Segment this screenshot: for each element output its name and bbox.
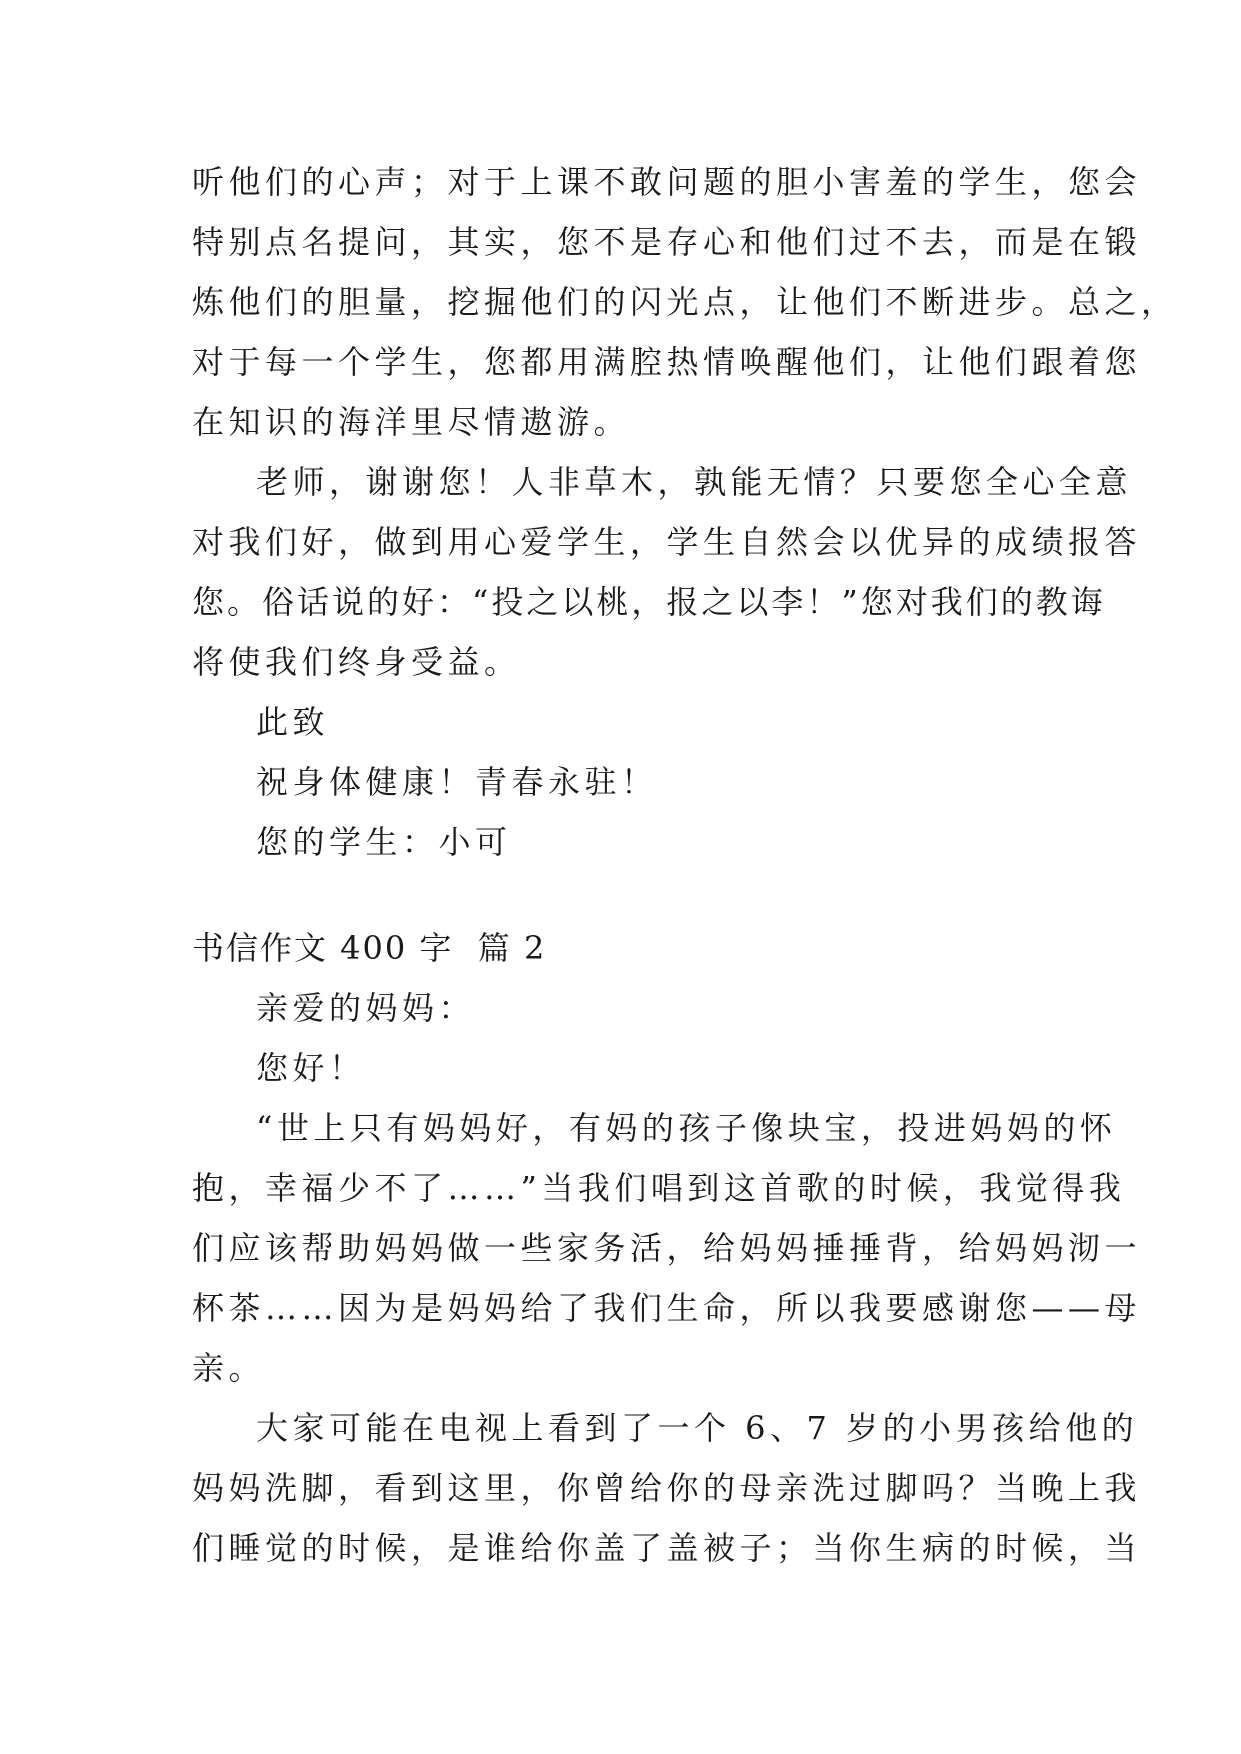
letter-wish: 祝身体健康！青春永驻！: [256, 763, 658, 801]
paragraph-line: 听他们的心声；对于上课不敢问题的胆小害羞的学生，您会: [192, 163, 1142, 201]
paragraph-line: 炼他们的胆量，挖掘他们的闪光点，让他们不断进步。总之，: [192, 283, 1178, 321]
letter-closing: 此致: [256, 703, 330, 741]
paragraph-line: 特别点名提问，其实，您不是存心和他们过不去，而是在锻: [192, 223, 1142, 261]
paragraph-line: 们应该帮助妈妈做一些家务活，给妈妈捶捶背，给妈妈沏一: [192, 1229, 1142, 1267]
paragraph-line: 妈妈洗脚，看到这里，你曾给你的母亲洗过脚吗？当晚上我: [192, 1469, 1142, 1507]
letter-greeting: 您好！: [256, 1049, 366, 1087]
letter-signature: 您的学生：小可: [256, 823, 512, 861]
paragraph-line: 抱，幸福少不了……”当我们唱到这首歌的时候，我觉得我: [192, 1169, 1126, 1207]
paragraph-line: 杯茶……因为是妈妈给了我们生命，所以我要感谢您——母: [192, 1289, 1142, 1327]
letter-salutation: 亲爱的妈妈：: [256, 989, 476, 1027]
paragraph-line: 老师，谢谢您！人非草木，孰能无情？只要您全心全意: [256, 463, 1133, 501]
paragraph-line: 您。俗话说的好：“投之以桃，报之以李！”您对我们的教诲: [192, 583, 1106, 621]
paragraph-line: 将使我们终身受益。: [192, 643, 521, 681]
paragraph-line: 对于每一个学生，您都用满腔热情唤醒他们，让他们跟着您: [192, 343, 1142, 381]
paragraph-line: 大家可能在电视上看到了一个 6、7 岁的小男孩给他的: [256, 1409, 1139, 1447]
section-title: 书信作文 400 字 篇 2: [192, 929, 547, 967]
paragraph-line: 在知识的海洋里尽情遨游。: [192, 403, 631, 441]
paragraph-line: 们睡觉的时候，是谁给你盖了盖被子；当你生病的时候，当: [192, 1529, 1142, 1567]
paragraph-line: 对我们好，做到用心爱学生，学生自然会以优异的成绩报答: [192, 523, 1142, 561]
paragraph-line: “世上只有妈妈好，有妈的孩子像块宝，投进妈妈的怀: [256, 1109, 1117, 1147]
paragraph-line: 亲。: [192, 1349, 266, 1387]
